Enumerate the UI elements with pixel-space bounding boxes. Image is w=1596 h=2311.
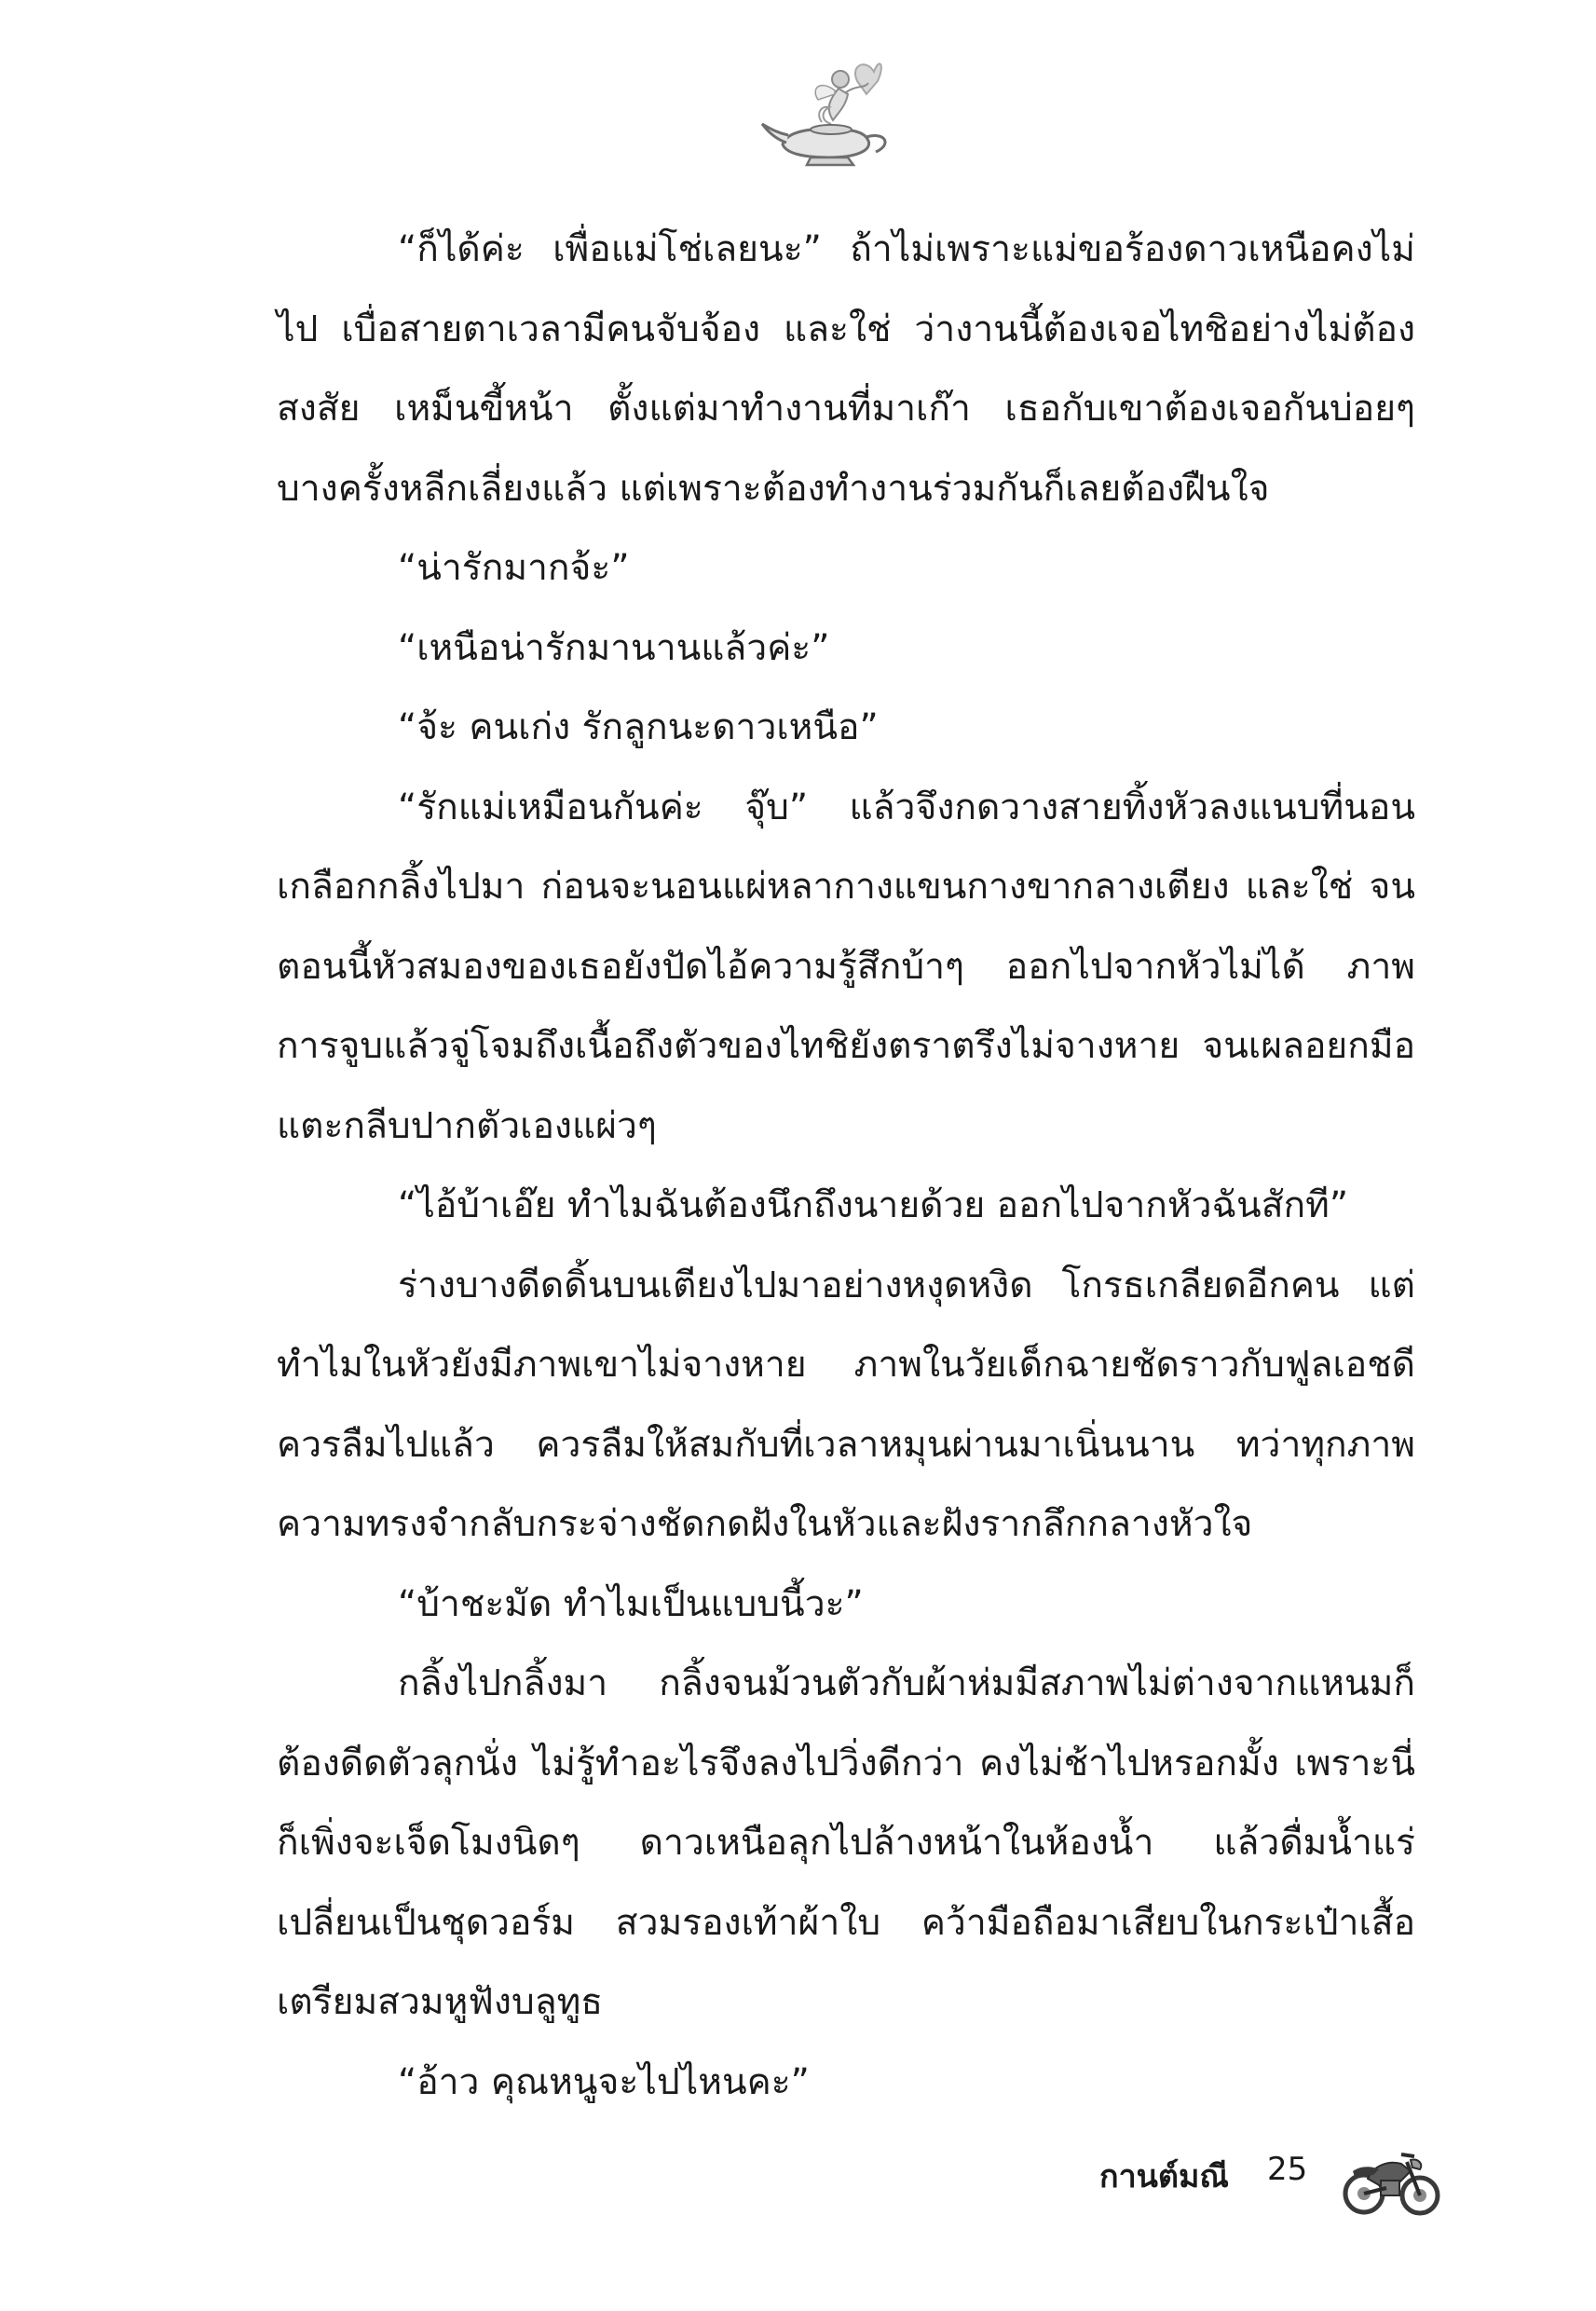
paragraph: “เหนือน่ารักมานานแล้วค่ะ” [398, 626, 830, 669]
paragraph: “อ้าว คุณหนูจะไปไหนคะ” [398, 2060, 810, 2103]
paragraph: “ไอ้บ้าเอ๊ย ทำไมฉันต้องนึกถึงนายด้วย ออกไปจากหัวฉันสักที” [398, 1184, 1349, 1226]
paragraph: “จ้ะ คนเก่ง รักลูกนะดาวเหนือ” [398, 706, 879, 748]
page-number: 25 [1267, 2151, 1308, 2188]
paragraph: “น่ารักมากจ้ะ” [398, 547, 630, 589]
motorcycle-icon [1340, 2134, 1442, 2222]
paragraph: ร่างบางดีดดิ้นบนเตียงไปมาอย่างหงุดหงิด โกรธเกลียดอีกคน แต่ทำไมในหัวยังมีภาพเขาไม่จางหาย ภาพในวัยเด็กฉายชัดราวกับฟูลเอชดี ควรลืมไปแล้ว ควรลืมให้สมกับที่เวลาหมุนผ่านมาเนิ่นนาน ทว่าทุกภาพความทรงจำกลับกระจ่างชัดกดฝังในหัวและฝังรากลึกกลางหัวใจ [277, 1264, 1415, 1545]
author-name: กานต์มณี [1099, 2158, 1229, 2195]
magic-lamp-with-fairy-icon [755, 51, 913, 172]
paragraph: กลิ้งไปกลิ้งมา กลิ้งจนม้วนตัวกับผ้าห่มมีสภาพไม่ต่างจากแหนมก็ต้องดีดตัวลุกนั่ง ไม่รู้ทำอะไรจึงลงไปวิ่งดีกว่า คงไม่ช้าไปหรอกมั้ง เพราะนี่ก็เพิ่งจะเจ็ดโมงนิดๆ ดาวเหนือลุกไปล้างหน้าในห้องน้ำ แล้วดื่มน้ำแร่ เปลี่ยนเป็นชุดวอร์ม สวมรองเท้าผ้าใบ คว้ามือถือมาเสียบในกระเป๋าเสื้อ เตรียมสวมหูฟังบลูทูธ [277, 1662, 1415, 2023]
page-footer [1071, 2134, 1463, 2227]
paragraph: “รักแม่เหมือนกันค่ะ จุ๊บ” แล้วจึงกดวางสายทิ้งหัวลงแนบที่นอนเกลือกกลิ้งไปมา ก่อนจะนอนแผ่หลากางแขนกางขากลางเตียง และใช่ จนตอนนี้หัวสมองของเธอยังปัดไอ้ความรู้สึกบ้าๆ ออกไปจากหัวไม่ได้ ภาพการจูบแล้วจู่โจมถึงเนื้อถึงตัวของไทชิยังตราตรึงไม่จางหาย จนเผลอยกมือแตะกลีบปากตัวเองแผ่วๆ [277, 786, 1415, 1147]
body-text [277, 210, 1415, 2122]
paragraph: “ก็ได้ค่ะ เพื่อแม่โช่เลยนะ” ถ้าไม่เพราะแม่ขอร้องดาวเหนือคงไม่ไป เบื่อสายตาเวลามีคนจับจ้อง และใช่ ว่างานนี้ต้องเจอไทชิอย่างไม่ต้องสงสัย เหม็นขี้หน้า ตั้งแต่มาทำงานที่มาเก๊า เธอกับเขาต้องเจอกันบ่อยๆ บางครั้งหลีกเลี่ยงแล้ว แต่เพราะต้องทำงานร่วมกันก็เลยต้องฝืนใจ [277, 228, 1415, 510]
paragraph: “บ้าชะมัด ทำไมเป็นแบบนี้วะ” [398, 1582, 864, 1625]
